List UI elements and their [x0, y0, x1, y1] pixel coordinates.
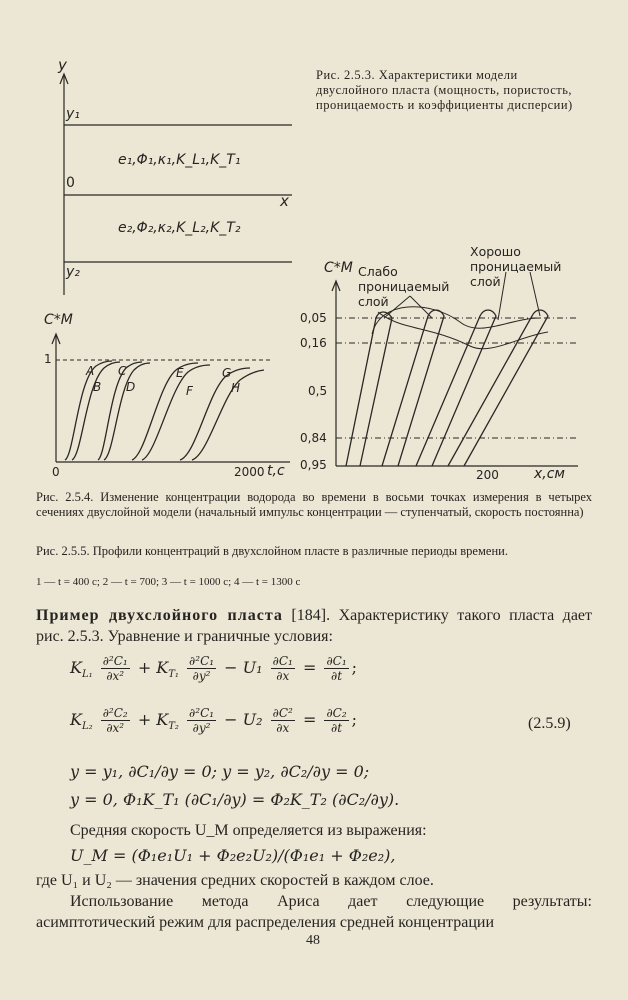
example-title: Пример двухслойного пласта [36, 607, 283, 624]
fig254-label-G: G [222, 366, 232, 380]
equation-2: $K_{L_2}$ $\frac{\text{∂²C₂}}{\text{∂x²}}$ + $K_{T_2}$ $\frac{\text{∂²C₁}}{\text{∂y²}}$ − U₂ $\frac{\text{∂C²}}{\partial x}$ = $\frac{\text{∂C₂}}{\partial t}$ ; [70, 706, 358, 735]
fig255-profile-4 [448, 310, 548, 466]
fig255-profile-1 [346, 312, 392, 466]
where-clause: где U₁ и U₂ — значения средних скоростей в каждом слое. [36, 872, 434, 889]
fig255-y-tick-095: 0,95 [300, 458, 327, 472]
paragraph-example-text: [184]. Характеристику такого пласта дает рис. 2.5.3. Уравнение и граничные условия: [36, 607, 593, 645]
fig253-y-label: y [58, 56, 67, 74]
fig255-annotation-high: Хорошо проницаемый слой [470, 244, 562, 289]
fig255-y-tick-084: 0,84 [300, 431, 327, 445]
fig255-y-tick-05: 0,5 [308, 384, 328, 398]
fig253-x-label: x [280, 192, 289, 210]
equation-1: $K_{L_1}$ $\frac{\text{∂²C₁}}{\text{∂x²}}$ + $K_{T_1}$ $\frac{\text{∂²C₁}}{\text{∂y²}}$ − U₁ $\frac{\text{∂C₁}}{\partial x}$ = $\frac{\text{∂C₁}}{\partial t}$ ; [70, 654, 358, 683]
equation-number: (2.5.9) [528, 715, 571, 732]
fig254-label-D: D [126, 380, 136, 394]
fig253-layer1-label: e₁,Φ₁,κ₁,K_L₁,K_T₁ [118, 152, 241, 168]
fig254-label-A: A [86, 364, 95, 378]
fig254-x-tick-0: 0 [52, 465, 60, 479]
mean-velocity-intro: Средняя скорость U_M определяется из выражения: [70, 822, 427, 839]
mean-velocity-equation: U_M = (Φ₁e₁U₁ + Φ₂e₂U₂)/(Φ₁e₁ + Φ₂e₂), [70, 846, 396, 865]
paragraph-example [36, 605, 592, 647]
fig255-profile-2 [382, 310, 444, 466]
fig255-x-tick-200: 200 [476, 468, 499, 482]
fig254-x-tick-2000: 2000 [234, 465, 265, 479]
page-number: 48 [306, 933, 320, 948]
boundary-condition-1: y = y₁, ∂C₁/∂y = 0; y = y₂, ∂C₂/∂y = 0; [70, 762, 370, 781]
fig253-caption: Рис. 2.5.3. Характеристики модели двуслойного пласта (мощность, пористость, проницаемость и коэффициенты дисперсии) [316, 68, 573, 112]
fig253-origin-label: 0 [66, 175, 75, 191]
boundary-condition-2: y = 0, Φ₁K_T₁ (∂C₁/∂y) = Φ₂K_T₂ (∂C₂/∂y). [70, 790, 400, 809]
fig254-caption: Рис. 2.5.4. Изменение концентрации водорода во времени в восьми точках измерения в четырех сечениях двуслойной модели (начальный импульс концентрации — ступенчатый, скорость постоянна) [36, 490, 592, 519]
fig254-x-label: t,c [267, 463, 285, 479]
fig255-y-label: C*M [324, 260, 353, 276]
fig254-y-tick-1: 1 [44, 352, 52, 366]
fig253-y2-label: y₂ [66, 264, 80, 280]
fig255-legend: 1 — t = 400 с; 2 — t = 700; 3 — t = 1000 с; 4 — t = 1300 с [36, 576, 301, 588]
fig254-label-E: E [176, 366, 184, 380]
fig254-label-H: H [231, 381, 241, 395]
fig255-y-tick-005: 0,05 [300, 311, 327, 325]
fig255-envelope-upper [372, 307, 540, 334]
fig255-annotation-low: Слабо проницаемый слой [358, 264, 450, 309]
fig255-caption: Рис. 2.5.5. Профили концентраций в двухслойном пласте в различные периоды времени. [36, 544, 508, 558]
fig255-x-label: x,см [534, 466, 565, 482]
fig253-y1-label: y₁ [66, 106, 80, 122]
fig253-layer2-label: e₂,Φ₂,κ₂,K_L₂,K_T₂ [118, 220, 241, 236]
fig254-y-label-text: C*M [44, 312, 73, 328]
fig254-label-F: F [186, 384, 193, 398]
paragraph-aris: Использование метода Ариса дает следующие результаты: асимптотический режим для распределения средней концентрации [36, 893, 592, 931]
fig254-label-B: B [93, 380, 102, 394]
fig255-y-tick-016: 0,16 [300, 336, 327, 350]
fig255-profile-3 [416, 310, 496, 466]
fig254-label-C: C [118, 364, 127, 378]
